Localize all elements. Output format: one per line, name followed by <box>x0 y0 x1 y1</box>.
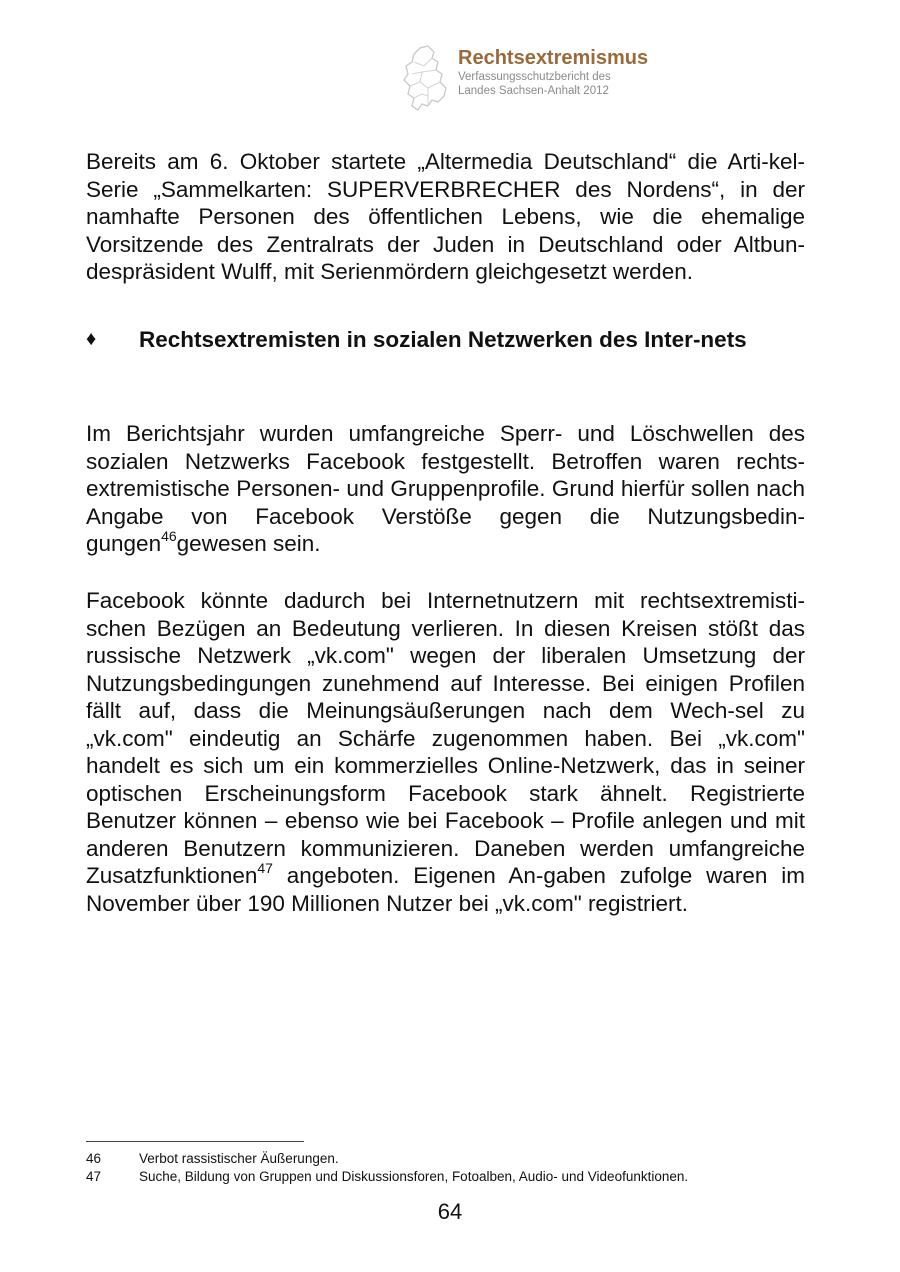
footnote-46 <box>86 1150 805 1168</box>
section-heading-text: Rechtsextremisten in sozialen Netzwerken des Inter-nets <box>139 327 747 352</box>
footnote-text: Suche, Bildung von Gruppen und Diskussionsforen, Fotoalben, Audio- und Videofunktionen. <box>139 1169 689 1184</box>
footnote-47 <box>86 1168 805 1186</box>
paragraph-vkcom <box>86 587 805 917</box>
footnote-ref-47[interactable]: 47 <box>257 859 273 876</box>
paragraph2-text-end: gewesen sein. <box>176 531 321 556</box>
footnote-ref-46[interactable]: 46 <box>161 527 177 544</box>
footnote-text: Verbot rassistischer Äußerungen. <box>139 1151 339 1166</box>
header-subtitle-line2: Landes Sachsen-Anhalt 2012 <box>458 85 609 97</box>
footnote-divider <box>86 1141 304 1142</box>
footnotes <box>86 1150 805 1186</box>
paragraph-altermedia: Bereits am 6. Oktober startete „Altermedia Deutschland“ die Arti-kel-Serie „Sammelkarten: SUPERVERBRECHER des Nordens“, in der namhafte Personen des öffentlichen Lebens, wie die ehemalige Vorsitzende des Zentralrats der Juden in Deutschland oder Altbun-despräsident Wulff, mit Serienmördern gleichgesetzt werden. <box>86 149 805 284</box>
page-header <box>398 44 698 116</box>
footnote-number: 46 <box>86 1151 102 1166</box>
paragraph3-text-end: angeboten. Eigenen An-gaben zufolge waren im November über 190 Millionen Nutzer bei „vk.com" registriert. <box>86 863 805 916</box>
diamond-bullet-icon: ♦ <box>86 328 97 350</box>
header-subtitle-line1: Verfassungsschutzbericht des <box>458 71 611 83</box>
page-number: 64 <box>437 1199 463 1224</box>
header-text-block <box>458 44 648 98</box>
paragraph-facebook-sperrwellen <box>86 420 805 558</box>
sachsen-anhalt-map-icon <box>398 44 458 116</box>
paragraph2-text: Im Berichtsjahr wurden umfangreiche Sperr- und Löschwellen des sozialen Netzwerks Facebook festgestellt. Betroffen waren rechts-extremistische Personen- und Gruppenprofile. Grund hierfür sollen nach Angabe von Facebook Verstöße gegen die Nutzungsbedin-gungen <box>86 421 805 556</box>
footnote-number: 47 <box>86 1169 102 1184</box>
paragraph3-text: Facebook könnte dadurch bei Internetnutzern mit rechtsextremisti-schen Bezügen an Bedeutung verlieren. In diesen Kreisen stößt das russische Netzwerk „vk.com" wegen der liberalen Umsetzung der Nutzungsbedingungen zunehmend auf Interesse. Bei einigen Profilen fällt auf, dass die Meinungsäußerungen nach dem Wech-sel zu „vk.com" eindeutig an Schärfe zugenommen haben. Bei „vk.com" handelt es sich um ein kommerzielles Online-Netzwerk, das in seiner optischen Erscheinungsform Facebook stark ähnelt. Registrierte Benutzer können – ebenso wie bei Facebook – Profile anlegen und mit anderen Benutzern kommunizieren. Daneben werden umfangreiche Zusatzfunktionen <box>86 588 805 888</box>
header-title: Rechtsextremismus <box>458 47 649 69</box>
